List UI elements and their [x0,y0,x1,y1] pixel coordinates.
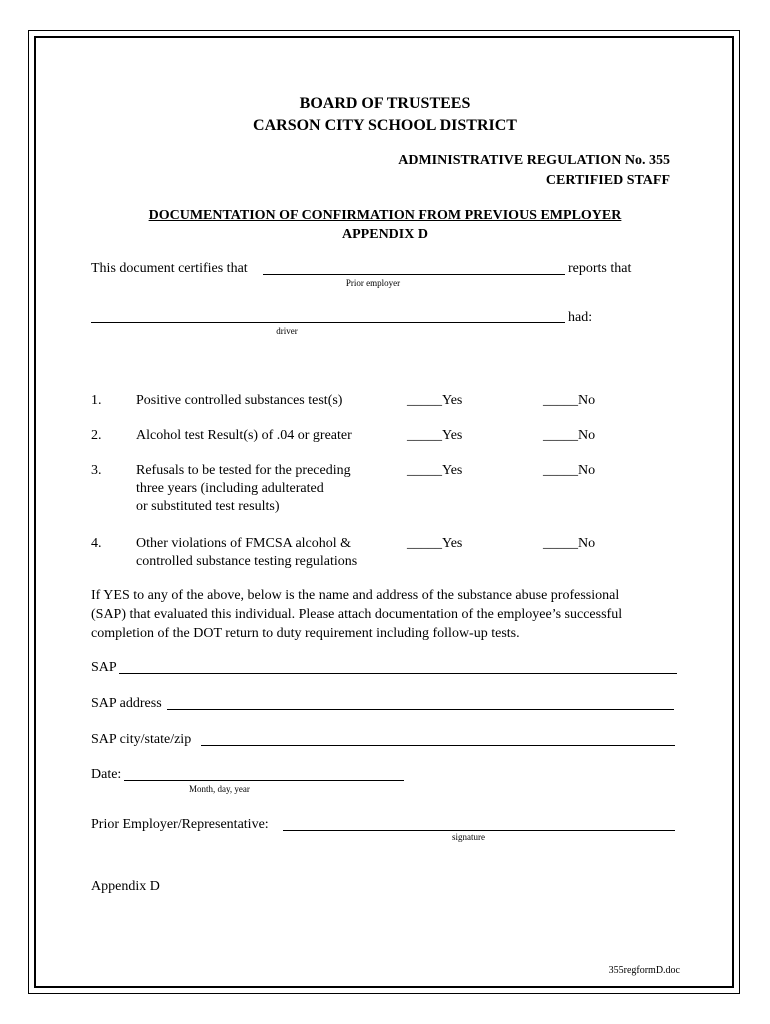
item-yes[interactable]: _____Yes [407,536,463,551]
certified-staff: CERTIFIED STAFF [545,173,670,188]
item-no[interactable]: _____No [543,428,596,443]
item-text: Alcohol test Result(s) of .04 or greater [136,428,352,443]
instruction-line: If YES to any of the above, below is the name and address of the substance abuse professional [91,588,620,603]
driver-field[interactable] [91,322,565,323]
instruction-line: completion of the DOT return to duty requirement including follow-up tests. [91,626,520,641]
item-text: Positive controlled substances test(s) [136,393,343,408]
had-label: had: [568,310,593,325]
date-field[interactable] [124,780,404,781]
header-district: CARSON CITY SCHOOL DISTRICT [253,117,517,134]
sap-address-label: SAP address [91,696,162,711]
signature-field[interactable] [283,830,675,831]
date-caption: Month, day, year [189,784,250,794]
sap-city-label: SAP city/state/zip [91,732,192,747]
sap-field[interactable] [119,673,677,674]
item-text: controlled substance testing regulations [136,554,358,569]
item-text: three years (including adulterated [136,481,324,496]
item-text: Refusals to be tested for the preceding [136,463,351,478]
prior-employer-caption: Prior employer [345,278,401,288]
signature-caption: signature [452,832,485,842]
date-label: Date: [91,767,122,782]
certifies-prefix: This document certifies that [91,261,248,276]
appendix-title: APPENDIX D [342,227,428,242]
item-yes[interactable]: _____Yes [407,393,463,408]
item-yes[interactable]: _____Yes [407,428,463,443]
item-no[interactable]: _____No [543,463,596,478]
item-number: 2. [91,428,102,443]
sap-city-field[interactable] [201,745,675,746]
item-no[interactable]: _____No [543,393,596,408]
regulation-number: ADMINISTRATIVE REGULATION No. 355 [398,153,670,168]
item-yes[interactable]: _____Yes [407,463,463,478]
header-board: BOARD OF TRUSTEES [299,95,471,112]
footer-filename: 355regformD.doc [608,965,680,976]
prior-rep-label: Prior Employer/Representative: [91,817,269,832]
certifies-suffix: reports that [568,261,632,276]
driver-caption: driver [276,326,298,336]
item-text: Other violations of FMCSA alcohol & [136,536,352,551]
sap-address-field[interactable] [167,709,674,710]
prior-employer-field[interactable] [263,274,565,275]
item-text: or substituted test results) [136,499,280,514]
item-number: 1. [91,393,102,408]
footer-appendix: Appendix D [91,879,160,894]
item-no[interactable]: _____No [543,536,596,551]
item-number: 3. [91,463,102,478]
item-number: 4. [91,536,102,551]
document-title: DOCUMENTATION OF CONFIRMATION FROM PREVIOUS EMPLOYER [148,208,622,223]
instruction-line: (SAP) that evaluated this individual. Please attach documentation of the employee’s successful [91,607,623,622]
sap-label: SAP [91,660,117,675]
